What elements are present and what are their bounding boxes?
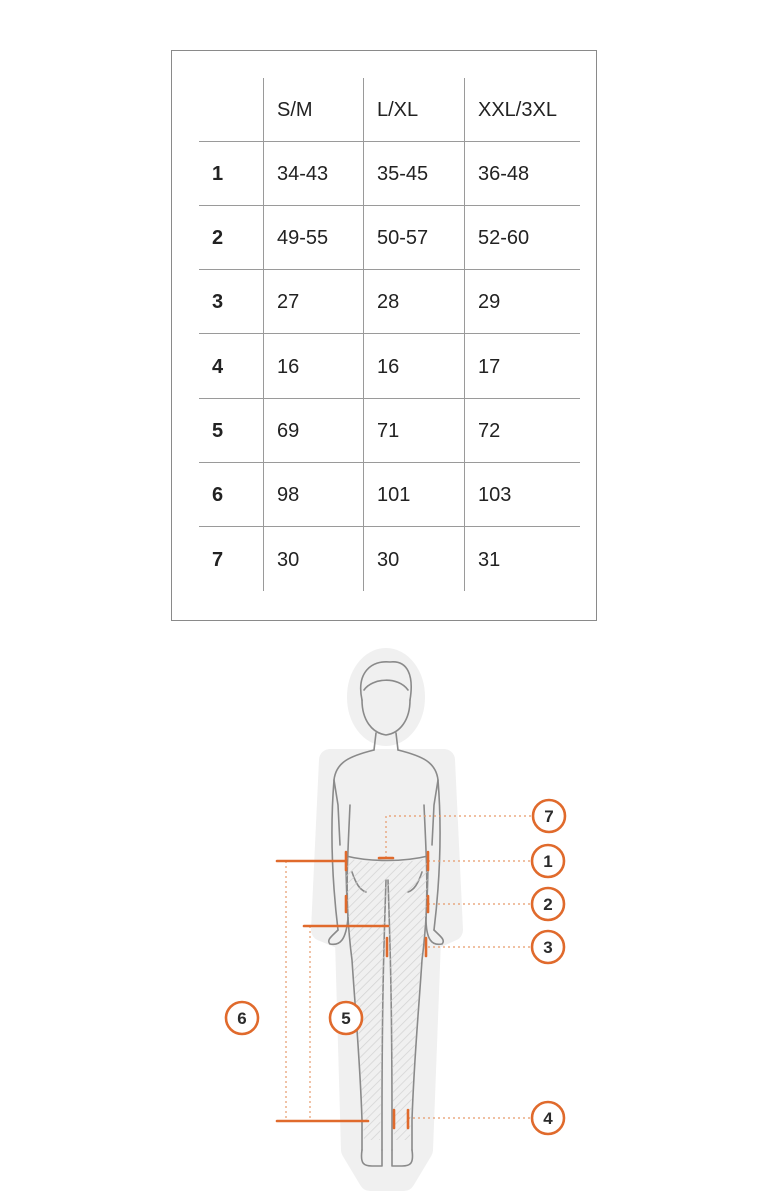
table-row-divider (199, 526, 580, 527)
marker-label: 2 (543, 895, 553, 914)
marker-label: 5 (341, 1009, 351, 1028)
table-row-divider (199, 269, 580, 270)
table-row-divider (199, 333, 580, 334)
table-cell: 17 (478, 356, 501, 378)
table-cell: 28 (377, 291, 400, 313)
marker-label: 6 (237, 1009, 247, 1028)
marker-3 (532, 931, 564, 963)
row-label: 2 (212, 227, 224, 249)
table-cell: 52-60 (478, 227, 530, 249)
marker-2 (532, 888, 564, 920)
figure-halo (322, 659, 452, 1180)
marker-1 (532, 845, 564, 877)
table-cell: 50-57 (377, 227, 429, 249)
marker-6 (226, 1002, 258, 1034)
table-cell: 16 (377, 356, 400, 378)
marker-label: 3 (543, 938, 553, 957)
table-cell: 49-55 (277, 227, 329, 249)
table-column-divider (263, 78, 264, 591)
table-cell: 72 (478, 420, 501, 442)
table-cell: 30 (377, 549, 400, 571)
marker-label: 1 (543, 852, 553, 871)
marker-7 (533, 800, 565, 832)
header-cell-xxl3xl: XXL/3XL (478, 99, 557, 121)
row-label: 4 (212, 356, 224, 378)
table-cell: 16 (277, 356, 300, 378)
marker-5 (330, 1002, 362, 1034)
row-label: 3 (212, 291, 224, 313)
measurement-diagram (0, 640, 779, 1200)
header-cell-lxl: L/XL (377, 99, 419, 121)
table-cell: 30 (277, 549, 300, 571)
table-cell: 98 (277, 484, 300, 506)
header-cell-sm: S/M (277, 99, 313, 121)
table-cell: 69 (277, 420, 300, 442)
row-label: 1 (212, 163, 224, 185)
table-column-divider (464, 78, 465, 591)
table-cell: 101 (377, 484, 411, 506)
table-row-divider (199, 398, 580, 399)
marker-4 (532, 1102, 564, 1134)
table-row-divider (199, 205, 580, 206)
row-label: 5 (212, 420, 224, 442)
table-cell: 71 (377, 420, 400, 442)
table-cell: 103 (478, 484, 512, 506)
table-cell: 35-45 (377, 163, 429, 185)
table-cell: 34-43 (277, 163, 329, 185)
row-label: 6 (212, 484, 224, 506)
row-label: 7 (212, 549, 224, 571)
table-cell: 27 (277, 291, 300, 313)
marker-label: 4 (543, 1109, 553, 1128)
marker-label: 7 (544, 807, 554, 826)
size-chart-table (171, 50, 597, 621)
table-row-divider (199, 141, 580, 142)
table-cell: 31 (478, 549, 501, 571)
table-cell: 36-48 (478, 163, 530, 185)
table-column-divider (363, 78, 364, 591)
table-row-divider (199, 462, 580, 463)
table-cell: 29 (478, 291, 501, 313)
